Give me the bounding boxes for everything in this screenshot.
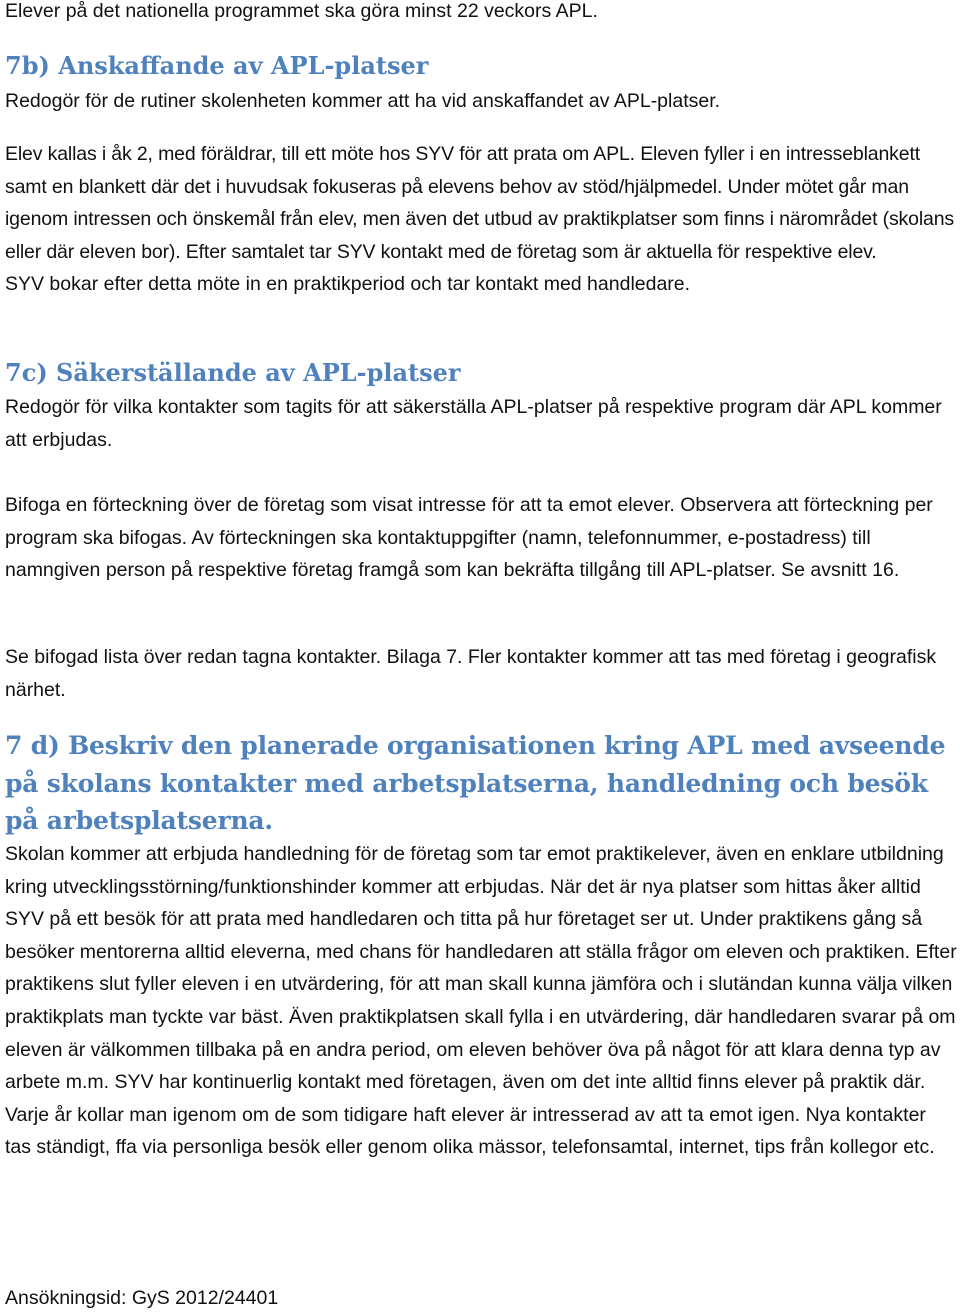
section-7d-paragraph-1: Skolan kommer att erbjuda handledning för de företag som tar emot praktikelever, även en enklare utbildning kring utvecklingsstörning/funktionshinder kommer att erbjudas. När det är nya platser som hittas åker alltid SYV på ett besök för att prata med handledaren och titta på hur företaget ser ut. Under praktikens gång så besöker mentorerna alltid eleverna, med chans för handledaren att ställa frågor om eleven och praktiken. Efter praktikens slut fyller eleven i en utvärdering, för att man skall kunna jämföra och i slutändan kunna välja vilken praktikplats man tyckte var bäst. Även praktikplatsen skall fylla i en utvärdering, där handledaren svarar på om eleven är välkommen tillbaka på en andra period, om eleven behöver öva på något för att klara denna typ av arbete m.m. SYV har kontinuerlig kontakt med företagen, även om det inte alltid finns elever på praktik där. Varje år kollar man igenom om de som tidigare haft elever är intresserad av att ta emot igen. Nya kontakter tas ständigt, ffa via personliga besök eller genom olika mässor, telefonsamtal, internet, tips från kollegor etc.: [5, 843, 957, 1159]
section-7b-heading: 7b) Anskaffande av APL-platser: [5, 51, 429, 80]
section-7c-paragraph-1: Bifoga en förteckning över de företag som visat intresse för att ta emot elever. Observera att förteckning per program ska bifogas. Av förteckningen ska kontaktuppgifter (namn, telefonnummer, e-postadress) till namngiven person på respektive företag framgå som kan bekräfta tillgång till APL-platser. Se avsnitt 16.: [5, 494, 933, 582]
section-7d-heading: 7 d) Beskriv den planerade organisationen kring APL med avseende på skolans kontakter med arbetsplatserna, handledning och besök på arbetsplatserna.: [5, 731, 946, 835]
section-7b-answer: [5, 138, 957, 301]
section-7c: [5, 357, 957, 389]
section-7b-prompt: Redogör för de rutiner skolenheten kommer att ha vid anskaffandet av APL-platser.: [5, 90, 721, 112]
section-7c-answer-1: [5, 489, 957, 587]
section-7c-answer-2: [5, 641, 957, 706]
section-7d: [5, 727, 957, 840]
section-7b-prompt-block: [5, 85, 957, 118]
section-7c-heading: 7c) Säkerställande av APL-platser: [5, 358, 461, 387]
section-7c-prompt-block: [5, 391, 957, 456]
section-7d-answer: [5, 838, 957, 1164]
section-7c-prompt: Redogör för vilka kontakter som tagits för att säkerställa APL-platser på respektive program där APL kommer att erbjudas.: [5, 396, 942, 451]
section-7b-paragraph-2: SYV bokar efter detta möte in en praktikperiod och tar kontakt med handledare.: [5, 273, 691, 296]
footer-application-id: Ansökningsid: GyS 2012/24401: [5, 1287, 279, 1309]
section-7b: [5, 50, 957, 82]
intro-line: Elever på det nationella programmet ska göra minst 22 veckors APL.: [5, 0, 598, 22]
intro-block: [5, 0, 957, 28]
section-7b-paragraph-1: Elev kallas i åk 2, med föräldrar, till ett möte hos SYV för att prata om APL. Eleven fyller i en intresseblankett samt en blankett där det i huvudsak fokuseras på elevens behov av stöd/hjälpmedel. Under mötet går man igenom intressen och önskemål från elev, men även det utbud av praktikplatser som finns i närområdet (skolans eller där eleven bor). Efter samtalet tar SYV kontakt med de företag som är aktuella för respektive elev.: [5, 143, 955, 263]
section-7c-paragraph-2: Se bifogad lista över redan tagna kontakter. Bilaga 7. Fler kontakter kommer att tas med företag i geografisk närhet.: [5, 646, 937, 701]
